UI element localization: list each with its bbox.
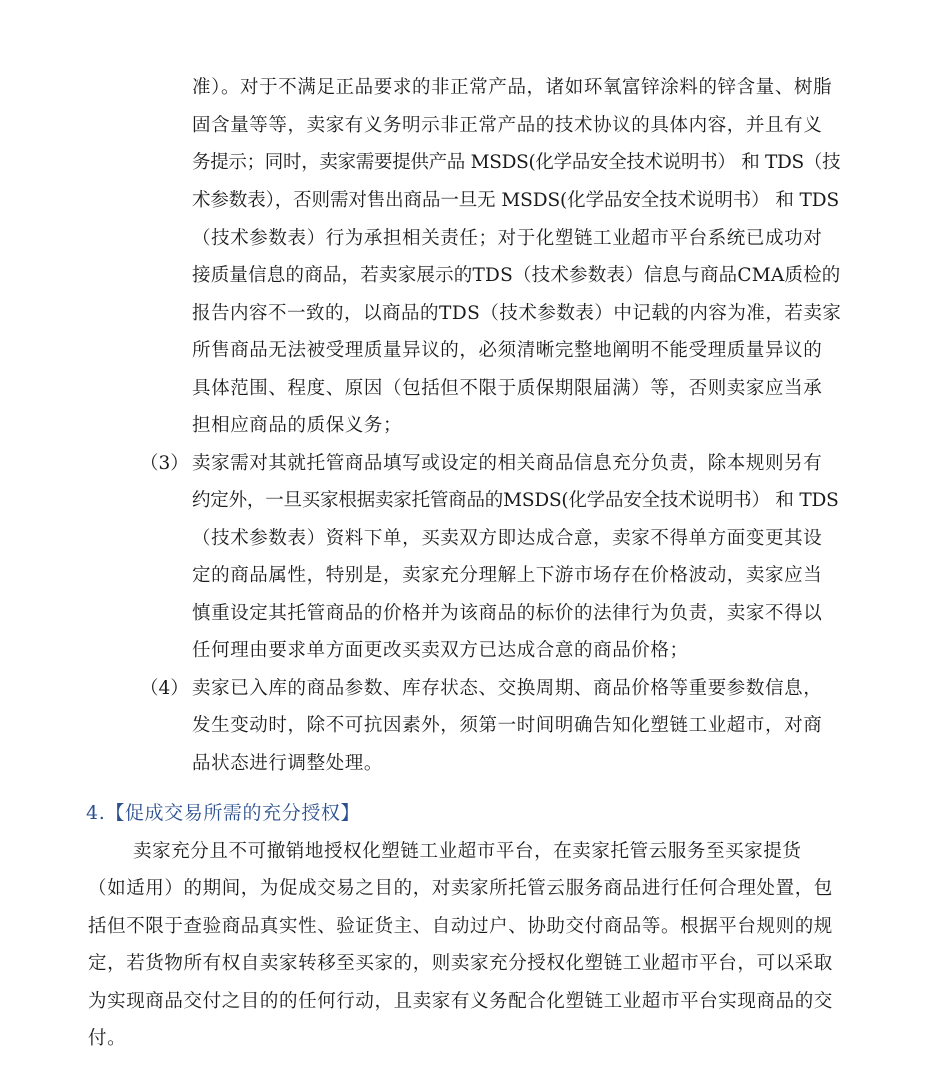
paragraph-line: 括但不限于查验商品真实性、验证货主、自动过户、协助交付商品等。根据平台规则的规 [88,916,833,937]
paragraph-line: 接质量信息的商品，若卖家展示的TDS（技术参数表）信息与商品CMA质检的 [192,265,841,286]
list-item-line: （技术参数表）资料下单，买卖双方即达成合意，卖家不得单方面变更其设 [192,528,823,549]
paragraph-line: 所售商品无法被受理质量异议的，必须清晰完整地阐明不能受理质量异议的 [192,340,823,361]
list-item-number: （3） [140,453,189,474]
list-item-line: 卖家需对其就托管商品填写或设定的相关商品信息充分负责，除本规则另有 [192,453,823,474]
paragraph-line: 务提示；同时，卖家需要提供产品 MSDS(化学品安全技术说明书） 和 TDS（技 [192,152,841,173]
list-item-line: 品状态进行调整处理。 [192,753,384,774]
list-item-line: 慎重设定其托管商品的价格并为该商品的标价的法律行为负责，卖家不得以 [192,603,823,624]
list-item-line: 卖家已入库的商品参数、库存状态、交换周期、商品价格等重要参数信息， [192,678,823,699]
section-heading: 4.【促成交易所需的充分授权】 [86,802,361,824]
paragraph-line: （如适用）的期间，为促成交易之目的，对卖家所托管云服务商品进行任何合理处置，包 [88,878,833,899]
paragraph-line: 为实现商品交付之目的的任何行动，且卖家有义务配合化塑链工业超市平台实现商品的交 [88,991,833,1012]
paragraph-line: 固含量等等，卖家有义务明示非正常产品的技术协议的具体内容，并且有义 [192,115,823,136]
paragraph-line: 卖家充分且不可撤销地授权化塑链工业超市平台，在卖家托管云服务至买家提货 [133,841,802,862]
paragraph-line: 术参数表），否则需对售出商品一旦无 MSDS(化学品安全技术说明书） 和 TDS [192,190,840,211]
paragraph-line: 准）。对于不满足正品要求的非正常产品，诸如环氧富锌涂料的锌含量、树脂 [192,77,833,98]
paragraph-line: 担相应商品的质保义务； [192,415,403,436]
paragraph-line: 具体范围、程度、原因（包括但不限于质保期限届满）等，否则卖家应当承 [192,378,823,399]
paragraph-line: （技术参数表）行为承担相关责任；对于化塑链工业超市平台系统已成功对 [192,228,823,249]
list-item-line: 任何理由要求单方面更改买卖双方已达成合意的商品价格； [192,640,689,661]
paragraph-line: 报告内容不一致的，以商品的TDS（技术参数表）中记载的内容为准，若卖家 [192,303,842,324]
paragraph-line: 付。 [88,1028,127,1049]
list-item-line: 约定外，一旦买家根据卖家托管商品的MSDS(化学品安全技术说明书） 和 TDS [192,490,839,511]
list-item-line: 发生变动时，除不可抗因素外，须第一时间明确告知化塑链工业超市，对商 [192,715,823,736]
list-item-line: 定的商品属性，特别是，卖家充分理解上下游市场存在价格波动，卖家应当 [192,565,823,586]
list-item-number: （4） [140,678,189,699]
paragraph-line: 定，若货物所有权自卖家转移至买家的，则卖家充分授权化塑链工业超市平台，可以采取 [88,953,833,974]
